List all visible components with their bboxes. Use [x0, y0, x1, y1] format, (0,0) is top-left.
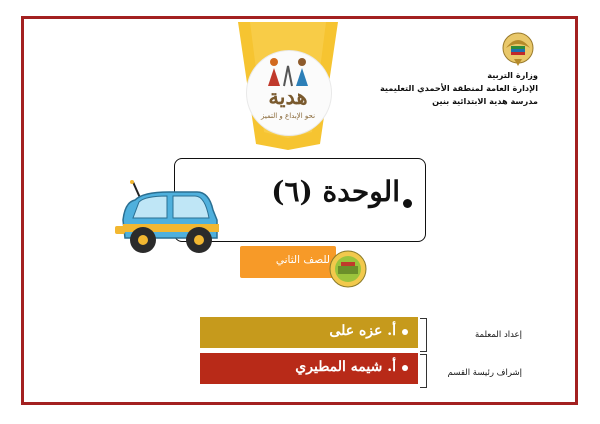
unit-title: الوحدة (٦) [271, 175, 400, 208]
supervised-by-label: إشراف رئيسة القسم [447, 368, 522, 378]
grade-label: للصف الثاني [275, 254, 330, 266]
school-badge-icon [329, 250, 367, 288]
car-icon [113, 180, 231, 258]
ministry-name: وزارة التربية [487, 70, 538, 80]
prepared-by-label: إعداد المعلمة [475, 330, 522, 340]
teacher-bullet [402, 329, 408, 335]
supervisor-name-bar [200, 353, 418, 384]
teacher-name-bar [200, 317, 418, 348]
school-name: مدرسة هدية الابتدائية بنين [432, 96, 538, 106]
kuwait-emblem-icon [500, 30, 536, 70]
directorate-name: الإدارة العامة لمنطقة الأحمدي التعليمية [379, 83, 538, 93]
ministry-header [380, 69, 538, 108]
supervised-by-bracket [420, 354, 427, 388]
school-logo-tagline: نحو الإبداع و التميز [260, 112, 316, 120]
prepared-by-bracket [420, 318, 427, 352]
teacher-name: أ. عزه على [329, 323, 396, 339]
title-bullet [403, 199, 412, 208]
supervisor-bullet [402, 365, 408, 371]
school-logo-word: هدية [268, 84, 308, 109]
supervisor-name: أ. شيمه المطيري [295, 359, 396, 375]
